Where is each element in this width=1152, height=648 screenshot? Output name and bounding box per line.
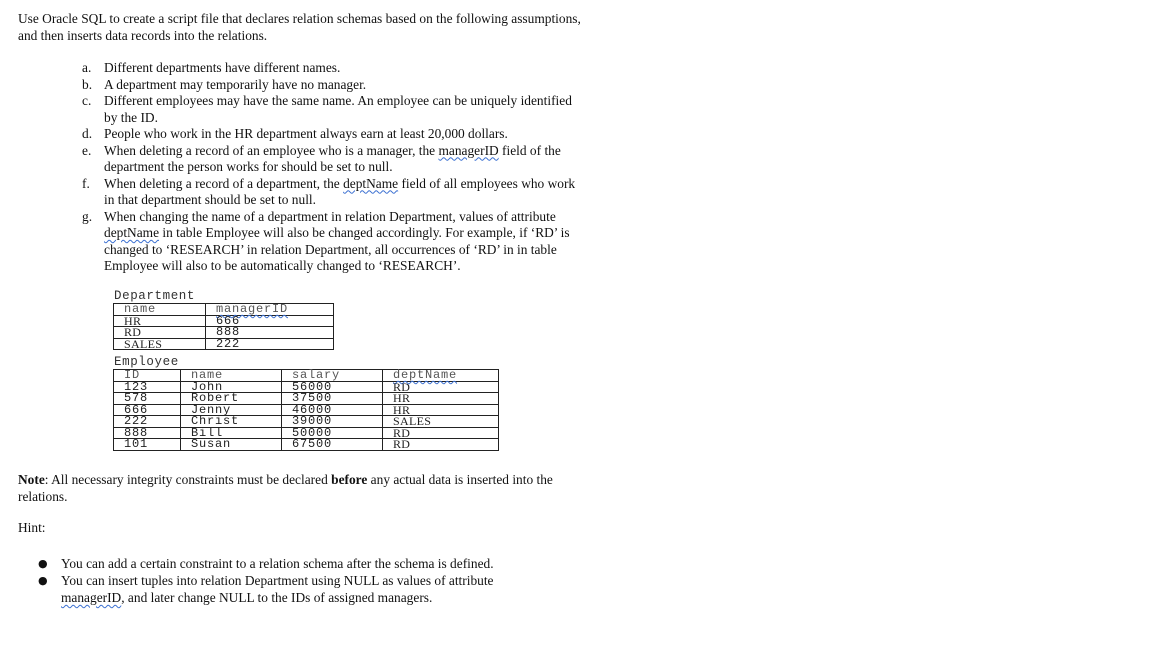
column-header: ID: [114, 370, 181, 382]
table-cell: 56000: [282, 381, 383, 393]
hints-list: [38, 555, 558, 606]
text-run: , and later change NULL to the IDs of assigned managers.: [121, 590, 433, 605]
employee-table: [113, 369, 499, 451]
table-cell: RD: [114, 327, 206, 339]
hint-item: [38, 555, 558, 572]
column-header: deptName: [383, 370, 499, 382]
table-cell: Jenny: [181, 404, 282, 416]
assumption-item: [82, 126, 582, 143]
table-cell: 666: [206, 315, 334, 327]
text-run: When deleting a record of a department, the: [104, 175, 344, 191]
table-cell: 222: [114, 416, 181, 428]
attribute-name: deptName: [343, 175, 399, 191]
assumptions-list: [82, 60, 582, 275]
table-cell: John: [181, 381, 282, 393]
table-cell: RD: [383, 427, 499, 439]
table-cell: 666: [114, 404, 181, 416]
text-run: People who work in the HR department always earn at least 20,000 dollars.: [104, 126, 508, 141]
bullet-icon: ●: [38, 574, 48, 587]
assumption-item: [82, 176, 582, 209]
hint-label: Hint:: [18, 520, 46, 535]
department-table: [113, 303, 334, 350]
table-cell: 222: [206, 338, 334, 350]
item-marker: g.: [82, 208, 93, 224]
item-marker: f.: [82, 175, 90, 191]
table-cell: Susan: [181, 439, 282, 451]
table-cell: SALES: [114, 338, 206, 350]
assumption-item: [82, 60, 582, 77]
note-bold: before: [331, 472, 368, 487]
text-run: Different departments have different names.: [104, 60, 341, 75]
table-cell: HR: [383, 393, 499, 405]
table-cell: Robert: [181, 393, 282, 405]
table-cell: HR: [383, 404, 499, 416]
table-cell: 578: [114, 393, 181, 405]
table-row: [114, 439, 499, 451]
item-marker: d.: [82, 126, 93, 141]
intro-paragraph: Use Oracle SQL to create a script file that declares relation schemas based on the following assumptions, and then inserts data records into the relations.: [18, 11, 581, 43]
hint-item: [38, 572, 558, 606]
text-run: When deleting a record of an employee who is a manager, the: [104, 142, 439, 158]
text-run: field of the department the person works for should be set to null.: [104, 142, 561, 174]
text-run: A department may temporarily have no manager.: [104, 76, 367, 92]
attribute-name: deptName: [104, 225, 160, 240]
table-cell: 123: [114, 381, 181, 393]
column-header: name: [114, 304, 206, 316]
text-run: in table Employee will also be changed accordingly. For example, if ‘RD’ is changed to ‘RESEARCH’ in relation Department, all occurrences of ‘RD’ in in table Employee will also to be automatically changed to ‘RESEARCH’.: [104, 225, 570, 273]
note-paragraph: [18, 471, 588, 505]
note-text-1: : All necessary integrity constraints must be declared: [44, 472, 332, 487]
column-header: salary: [282, 370, 383, 382]
table-cell: 888: [114, 427, 181, 439]
assumption-item: [82, 77, 582, 94]
table-cell: 39000: [282, 416, 383, 428]
attribute-name: managerID: [438, 142, 499, 158]
table-cell: 101: [114, 439, 181, 451]
note-text-2: any actual data is inserted into the relations.: [18, 472, 553, 504]
item-marker: a.: [82, 60, 92, 75]
text-run: field of all employees who work in that department should be set to null.: [104, 175, 576, 207]
table-cell: RD: [383, 439, 499, 451]
bullet-icon: ●: [38, 557, 48, 570]
table-cell: RD: [383, 381, 499, 393]
column-header: managerID: [206, 304, 334, 316]
item-marker: e.: [82, 142, 92, 158]
attribute-name: managerID: [61, 590, 122, 605]
column-header: name: [181, 370, 282, 382]
assumption-item: [82, 93, 582, 126]
table-cell: 888: [206, 327, 334, 339]
table-cell: HR: [114, 315, 206, 327]
text-run: You can insert tuples into relation Department using NULL as values of attribute: [61, 573, 494, 588]
table-cell: 67500: [282, 439, 383, 451]
item-marker: c.: [82, 93, 92, 108]
note-label: Note: [18, 472, 45, 487]
table-cell: SALES: [383, 416, 499, 428]
table-row: [114, 338, 334, 350]
department-caption: Department: [114, 289, 196, 303]
document-body: [18, 10, 588, 44]
employee-caption: Employee: [114, 355, 179, 369]
text-run: You can add a certain constraint to a relation schema after the schema is defined.: [61, 556, 494, 571]
table-cell: Christ: [181, 416, 282, 428]
text-run: Different employees may have the same name. An employee can be uniquely identified by the ID.: [104, 93, 572, 125]
item-marker: b.: [82, 76, 93, 92]
text-run: When changing the name of a department in relation Department, values of attribute: [104, 208, 556, 224]
table-cell: 46000: [282, 404, 383, 416]
table-cell: 37500: [282, 393, 383, 405]
assumption-item: [82, 209, 582, 275]
assumption-item: [82, 143, 582, 176]
table-cell: 50000: [282, 427, 383, 439]
table-cell: Bill: [181, 427, 282, 439]
